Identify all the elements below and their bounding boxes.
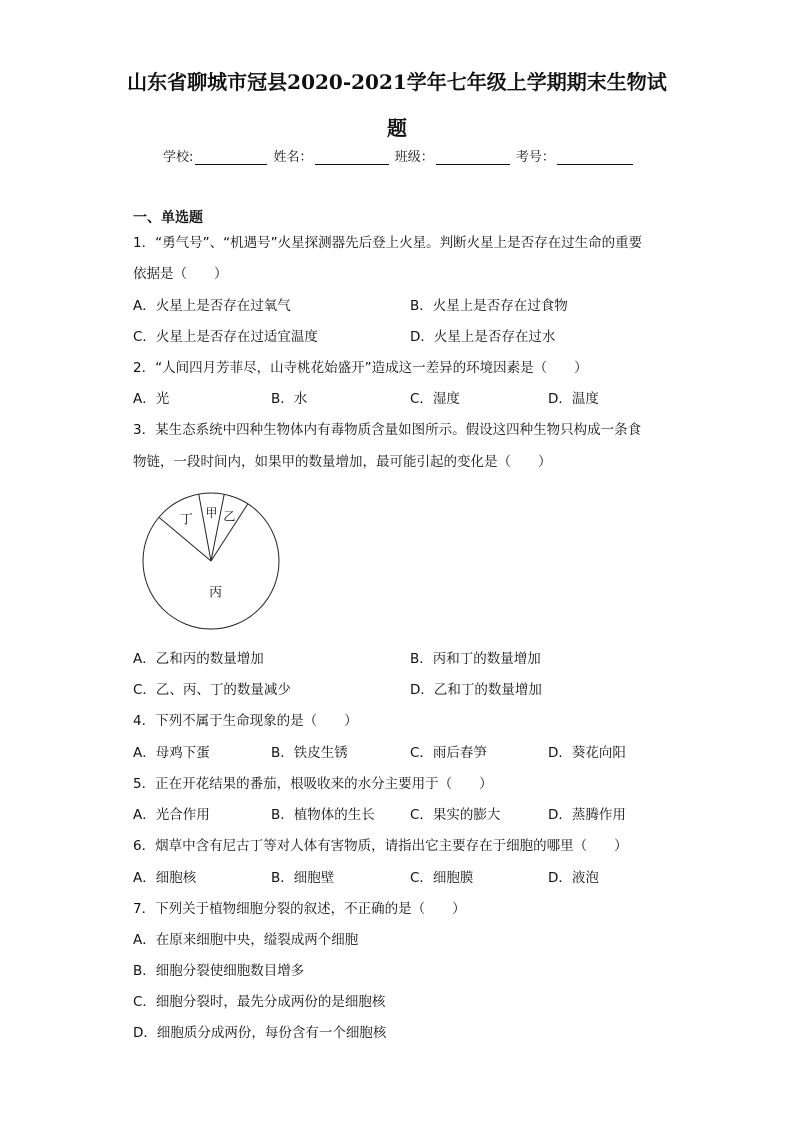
question-6-option-d[interactable]: D．液泡	[548, 870, 599, 886]
name-blank[interactable]	[315, 150, 389, 165]
student-info-row	[163, 146, 635, 165]
question-5-option-d[interactable]: D．蒸腾作用	[548, 807, 626, 823]
question-3-option-b[interactable]: B．丙和丁的数量增加	[410, 651, 541, 667]
question-3-option-c[interactable]: C．乙、丙、丁的数量减少	[133, 682, 291, 698]
question-3-option-a[interactable]: A．乙和丙的数量增加	[133, 651, 264, 667]
question-3-line-1: 3．某生态系统中四种生物体内有毒物质含量如图所示。假设这四种生物只构成一条食	[133, 422, 642, 438]
question-1-line-1: 1．“勇气号”、“机遇号”火星探测器先后登上火星。判断火星上是否存在过生命的重要	[133, 235, 643, 251]
exam-number-blank[interactable]	[557, 150, 633, 165]
pie-slice-label: 丙	[209, 585, 223, 601]
question-2-option-c[interactable]: C．湿度	[410, 391, 460, 407]
question-2-option-b[interactable]: B．水	[271, 391, 308, 407]
exam-title-line2: 题	[387, 116, 407, 140]
question-5-line-1: 5．正在开花结果的番茄，根吸收来的水分主要用于（ ）	[133, 776, 493, 792]
toxin-pie-chart	[140, 490, 282, 632]
question-2-line-1: 2．“人间四月芳菲尽，山寺桃花始盛开”造成这一差异的环境因素是（ ）	[133, 360, 588, 376]
class-blank[interactable]	[436, 150, 510, 165]
school-blank[interactable]	[195, 150, 267, 165]
question-5-option-a[interactable]: A．光合作用	[133, 807, 210, 823]
question-2-option-a[interactable]: A．光	[133, 391, 170, 407]
question-6-option-b[interactable]: B．细胞壁	[271, 870, 335, 886]
pie-slice-label: 丁	[179, 512, 193, 528]
question-7-option-c[interactable]: C．细胞分裂时，最先分成两份的是细胞核	[133, 994, 386, 1010]
exam-number-label: 考号：	[515, 150, 555, 165]
question-6-line-1: 6．烟草中含有尼古丁等对人体有害物质，请指出它主要存在于细胞的哪里（ ）	[133, 838, 628, 854]
question-2-option-d[interactable]: D．温度	[548, 391, 599, 407]
question-4-option-a[interactable]: A．母鸡下蛋	[133, 745, 210, 761]
question-6-option-a[interactable]: A．细胞核	[133, 870, 197, 886]
question-4-line-1: 4．下列不属于生命现象的是（ ）	[133, 713, 358, 729]
question-4-option-c[interactable]: C．雨后春笋	[410, 745, 487, 761]
pie-slice-boundary	[199, 494, 211, 561]
question-5-option-b[interactable]: B．植物体的生长	[271, 807, 375, 823]
question-1-line-2: 依据是（ ）	[133, 266, 228, 282]
question-5-option-c[interactable]: C．果实的膨大	[410, 807, 501, 823]
question-7-line-1: 7．下列关于植物细胞分裂的叙述，不正确的是（ ）	[133, 901, 466, 917]
question-6-option-c[interactable]: C．细胞膜	[410, 870, 474, 886]
question-7-option-a[interactable]: A．在原来细胞中央，缢裂成两个细胞	[133, 932, 359, 948]
question-1-option-b[interactable]: B．火星上是否存在过食物	[410, 298, 568, 314]
school-label: 学校:	[163, 150, 194, 165]
pie-slice-label: 甲	[205, 506, 218, 521]
question-1-option-d[interactable]: D．火星上是否存在过水	[410, 329, 556, 345]
question-7-option-b[interactable]: B．细胞分裂使细胞数目增多	[133, 963, 305, 979]
section-heading: 一、单选题	[133, 210, 203, 226]
question-1-option-c[interactable]: C．火星上是否存在过适宜温度	[133, 329, 318, 345]
name-label: 姓名：	[273, 150, 313, 165]
question-3-option-d[interactable]: D．乙和丁的数量增加	[410, 682, 542, 698]
question-3-line-2: 物链，一段时间内，如果甲的数量增加，最可能引起的变化是（ ）	[133, 454, 552, 470]
question-4-option-b[interactable]: B．铁皮生锈	[271, 745, 348, 761]
question-1-option-a[interactable]: A．火星上是否存在过氧气	[133, 298, 291, 314]
class-label: 班级：	[394, 150, 434, 165]
question-4-option-d[interactable]: D．葵花向阳	[548, 745, 626, 761]
pie-slice-label: 乙	[223, 509, 236, 524]
question-7-option-d[interactable]: D．细胞质分成两份，每份含有一个细胞核	[133, 1025, 387, 1041]
exam-title-line1: 山东省聊城市冠县2020-2021学年七年级上学期期末生物试	[127, 70, 667, 94]
